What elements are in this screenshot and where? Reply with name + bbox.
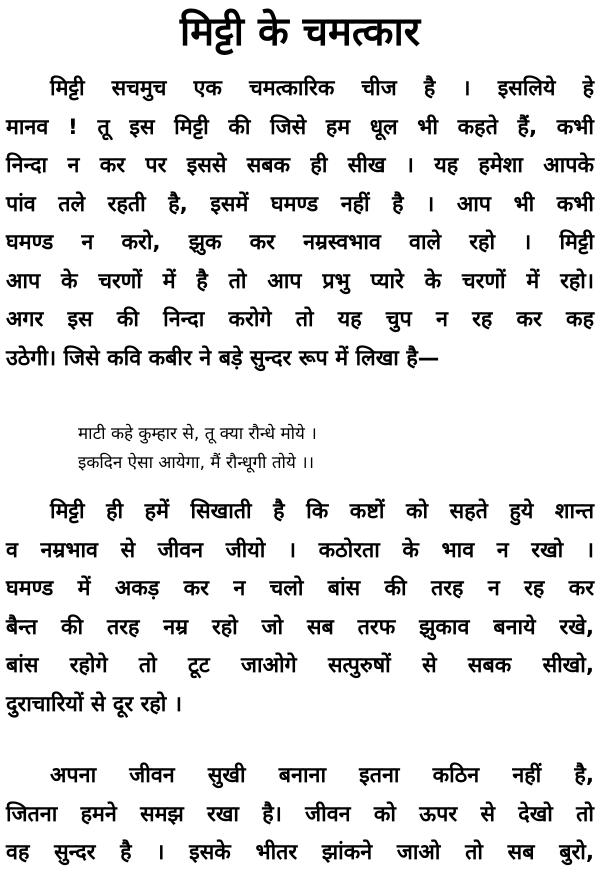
text-line: अगर इस की निन्दा करोगे तो यह चुप न रह कर कह [6, 307, 594, 332]
text-line: बैन्त की तरह नम्र रहो जो सब तरफ झुकाव बनाये रखे, [6, 614, 594, 640]
text-line: मिट्टी ही हमें सिखाती है कि कष्टों को सहते हुये शान्त [50, 499, 594, 524]
text-line: पांव तले रहती है, इसमें घमण्ड नहीं है । आप भी कभी [6, 191, 594, 217]
text-line: मानव ! तू इस मिट्टी की जिसे हम धूल भी कहते हैं, कभी [6, 114, 594, 140]
text-line: बांस रहोगे तो टूट जाओगे सत्पुरुषों से सबक सीखो, [6, 653, 594, 678]
paragraph-1 [0, 70, 600, 378]
text-line: वह सुन्दर है । इसके भीतर झांकने जाओ तो सब बुरो, [6, 840, 594, 865]
kabir-couplet [78, 420, 317, 478]
text-line: उठेगी। जिसे कवि कबीर ने बड़े सुन्दर रूप में लिखा है— [6, 345, 440, 371]
text-line: व नम्रभाव से जीवन जीयो । कठोरता के भाव न रखो । [6, 537, 594, 563]
text-line: जितना हमने समझ रखा है। जीवन को ऊपर से देखो तो [6, 801, 594, 827]
text-line: दुराचारियों से दूर रहो । [6, 691, 183, 717]
text-line: अपना जीवन सुखी बनाना इतना कठिन नहीं है, [50, 763, 594, 788]
paragraph-2 [0, 493, 600, 724]
text-line: निन्दा न कर पर इससे सबक ही सीख । यह हमेशा आपके [6, 153, 594, 178]
text-line: आप के चरणों में है तो आप प्रभु प्यारे के चरणों में रहो। [6, 268, 594, 294]
text-line: घमण्ड में अकड़ कर न चलो बांस की तरह न रह कर [6, 576, 594, 601]
page-title: मिट्टी के चमत्कार [179, 9, 421, 55]
couplet-line: माटी कहे कुम्हार से, तू क्या रौन्धे मोये । [78, 424, 317, 444]
text-line: मिट्टी सचमुच एक चमत्कारिक चीज है । इसलिये हे [50, 76, 594, 101]
text-line: घमण्ड न करो, झुक कर नम्रस्वभाव वाले रहो । मिट्टी [6, 230, 594, 255]
paragraph-3 [0, 757, 600, 873]
couplet-line: इकदिन ऐसा आयेगा, मैं रौन्धूगी तोये ।। [78, 453, 315, 473]
